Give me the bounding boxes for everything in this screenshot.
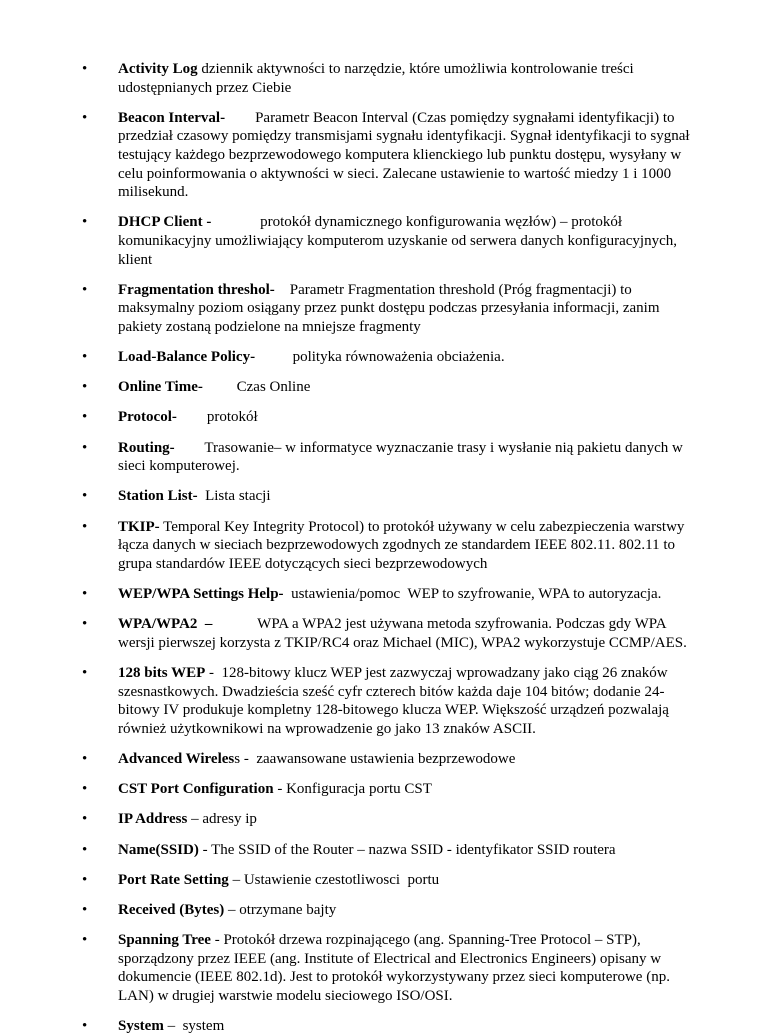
glossary-list <box>82 60 698 1036</box>
bullet-icon: • <box>82 616 88 633</box>
bullet-icon: • <box>82 871 88 888</box>
bullet-icon: • <box>82 439 88 456</box>
bullet-icon: • <box>82 932 88 949</box>
glossary-entry-routing <box>82 439 698 476</box>
bullet-icon: • <box>82 841 88 858</box>
bullet-icon: • <box>82 214 88 231</box>
glossary-entry-system <box>82 1017 698 1036</box>
entry-description: - Konfiguracja portu CST <box>273 781 432 798</box>
bullet-icon: • <box>82 281 88 298</box>
entry-term: WPA/WPA2 – <box>118 616 213 633</box>
entry-description: Trasowanie– w informatyce wyznaczanie trasy i wysłanie nią pakietu danych w sieci komputerowej. <box>118 439 687 475</box>
glossary-entry-spanning-tree <box>82 931 698 1005</box>
entry-term: Online Time- <box>118 379 203 396</box>
bullet-icon: • <box>82 811 88 828</box>
entry-description: Lista stacji <box>197 488 271 505</box>
bullet-icon: • <box>82 781 88 798</box>
glossary-entry-port-rate-setting <box>82 871 698 890</box>
entry-term: 128 bits WEP <box>118 664 206 681</box>
entry-term: Protocol- <box>118 409 177 426</box>
entry-term: Advanced Wireles <box>118 750 235 767</box>
glossary-entry-fragmentation-threshold <box>82 281 698 337</box>
entry-term: Beacon Interval- <box>118 109 226 126</box>
entry-term: WEP/WPA Settings Help- <box>118 586 284 602</box>
bullet-icon: • <box>82 61 88 77</box>
entry-description: Temporal Key Integrity Protocol) to protokół używany w celu zabezpieczenia warstwy łącza danych w sieciach bezprzewodowych zgodnych ze standardem IEEE 802.11. 802.11 to grupa standardów IEEE dotyczących sieci bezprzewodowych <box>118 518 685 572</box>
glossary-entry-name-ssid <box>82 841 698 860</box>
entry-term: CST Port Configuration <box>118 781 274 798</box>
entry-description: Czas Online <box>202 379 311 396</box>
entry-description: protokół <box>176 409 258 426</box>
entry-term: Station List- <box>118 488 198 505</box>
glossary-entry-128-bits-wep <box>82 664 698 738</box>
bullet-icon: • <box>82 109 88 126</box>
glossary-entry-load-balance-policy <box>82 348 698 367</box>
glossary-entry-activity-log <box>82 60 698 97</box>
entry-term: Port Rate Setting <box>118 871 229 888</box>
entry-description: Parametr Fragmentation threshold (Próg fragmentacji) to maksymalny poziom osiągany przez punkt dostępu podczas przesyłania informacji, zanim pakiety zostaną podzielone na mniejsze fragmenty <box>118 281 664 335</box>
entry-description: Parametr Beacon Interval (Czas pomiędzy sygnałami identyfikacji) to przedział czasowy pomiędzy transmisjami sygnału identyfikacji. Sygnał identyfikacji to sygnał testujący każdego bezprzewodowego komputera klienckiego lub punktu dostępu, wysyłany w celu poinformowania o aktywności w sieci. Zalecane ustawienie to wartość miedzy 1 i 1000 milisekund. <box>118 109 694 201</box>
glossary-entry-wpa-wpa2 <box>82 615 698 652</box>
bullet-icon: • <box>82 586 88 602</box>
entry-description: – otrzymane bajty <box>224 901 337 918</box>
glossary-entry-advanced-wireless <box>82 750 698 769</box>
entry-description: – Ustawienie czestotliwosci portu <box>228 871 440 888</box>
entry-term: TKIP- <box>118 518 160 535</box>
entry-description: dziennik aktywności to narzędzie, które umożliwia kontrolowanie treści udostępnianych przez Ciebie <box>118 61 634 96</box>
glossary-entry-station-list <box>82 487 698 506</box>
glossary-entry-received-bytes <box>82 901 698 920</box>
entry-term: System <box>118 1018 164 1035</box>
glossary-entry-tkip <box>82 518 698 574</box>
entry-term: Spanning Tree <box>118 932 211 949</box>
entry-description: ustawienia/pomoc WEP to szyfrowanie, WPA to autoryzacja. <box>283 586 662 602</box>
glossary-entry-ip-address <box>82 810 698 829</box>
glossary-entry-online-time <box>82 378 698 397</box>
entry-description: - The SSID of the Router – nazwa SSID - identyfikator SSID routera <box>198 841 616 858</box>
entry-term: Fragmentation threshol- <box>118 281 275 298</box>
bullet-icon: • <box>82 664 88 681</box>
entry-description: protokół dynamicznego konfigurowania węzłów) – protokół komunikacyjny umożliwiający komputerom uzyskanie od serwera danych konfiguracyjnych, klient <box>118 214 681 268</box>
bullet-icon: • <box>82 379 88 396</box>
entry-description: – system <box>163 1018 225 1035</box>
entry-term: Routing- <box>118 439 175 456</box>
entry-description: - Protokół drzewa rozpinającego (ang. Spanning-Tree Protocol – STP), sporządzony przez IEEE (ang. Institute of Electrical and Electronics Engineers) opisany w dokumencie (IEEE 802.1d). Jest to protokół wykorzystywany przez sieci komputerowe (np. LAN) w drugiej warstwie modelu sieciowego ISO/OSI. <box>118 932 670 1004</box>
bullet-icon: • <box>82 1018 88 1035</box>
bullet-icon: • <box>82 349 88 366</box>
glossary-entry-cst-port-configuration <box>82 780 698 799</box>
bullet-icon: • <box>82 901 88 918</box>
glossary-entry-protocol <box>82 408 698 427</box>
bullet-icon: • <box>82 518 88 535</box>
entry-description: WPA a WPA2 jest używana metoda szyfrowania. Podczas gdy WPA wersji pierwszej korzysta z TKIP/RC4 oraz Michael (MIC), WPA2 wykorzystuje CCMP/AES. <box>118 616 687 651</box>
entry-description: polityka równoważenia obciażenia. <box>255 349 505 366</box>
entry-description: – adresy ip <box>187 811 257 828</box>
glossary-entry-wep-wpa-settings-help <box>82 585 698 604</box>
entry-term: Received (Bytes) <box>118 901 225 918</box>
bullet-icon: • <box>82 750 88 767</box>
bullet-icon: • <box>82 488 88 505</box>
bullet-icon: • <box>82 409 88 426</box>
entry-term: Activity Log <box>118 61 198 77</box>
entry-term: DHCP Client - <box>118 214 212 231</box>
entry-term: IP Address <box>118 811 188 828</box>
entry-term: Name(SSID) <box>118 841 199 858</box>
entry-description: s - zaawansowane ustawienia bezprzewodowe <box>234 750 516 767</box>
glossary-entry-beacon-interval <box>82 109 698 202</box>
glossary-entry-dhcp-client <box>82 213 698 269</box>
entry-term: Load-Balance Policy- <box>118 349 256 366</box>
entry-description: - 128-bitowy klucz WEP jest zazwyczaj wprowadzany jako ciąg 26 znaków szesnastkowych. Dwadzieścia sześć cyfr czterech bitów każda daje 104 bitów; dodanie 24-bitowy IV produkuje kompletny 128-bitowego klucza WEP. Większość urządzeń pozwalają również użytkownikowi na wprowadzenie go jako 13 znaków ASCII. <box>118 664 673 737</box>
